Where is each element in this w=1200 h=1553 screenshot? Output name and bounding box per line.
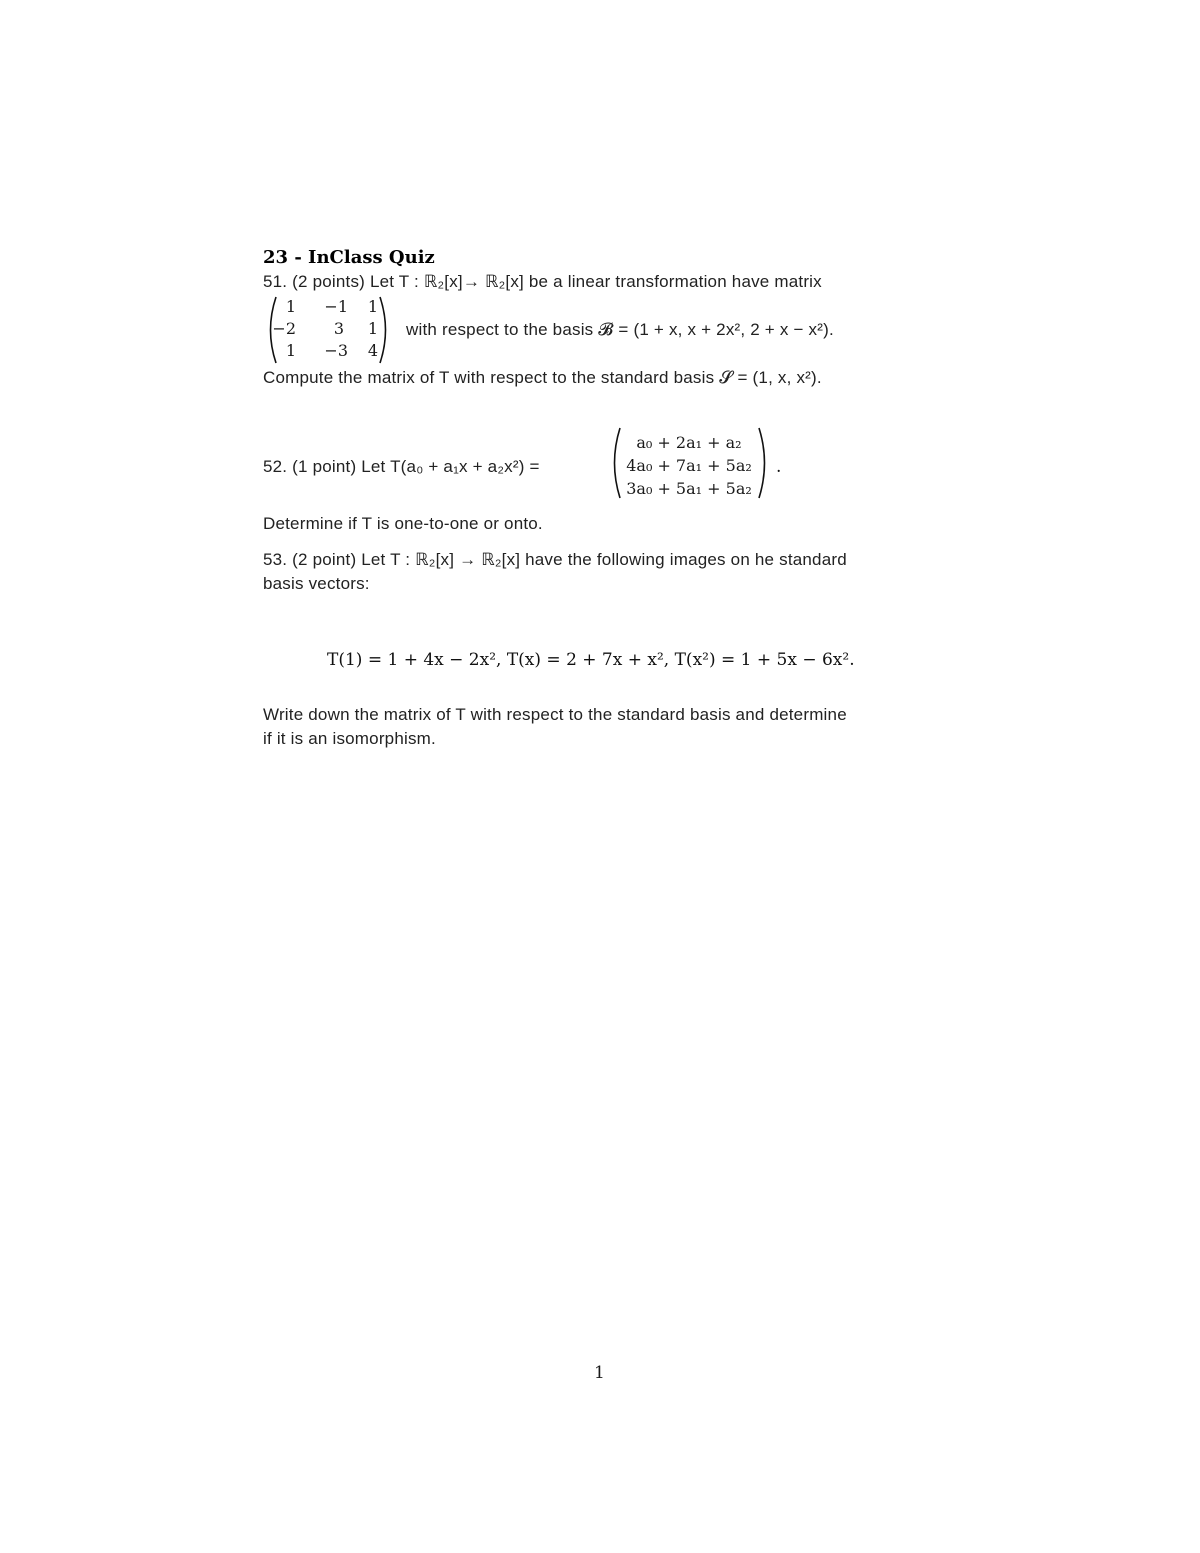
q53-line3: Write down the matrix of T with respect to the standard basis and determine [263, 705, 847, 724]
q52-vector-entry: a₀ + 2a₁ + a₂ [636, 433, 742, 452]
q51-matrix-cell: 1 [367, 297, 378, 316]
q53-line2: basis vectors: [263, 574, 370, 593]
q52-period: . [776, 457, 782, 477]
q52-line2: Determine if T is one-to-one or onto. [263, 514, 543, 533]
q51-matrix-right-paren [378, 296, 392, 364]
q53-equation: T(1) = 1 + 4x − 2x², T(x) = 2 + 7x + x², T(x²) = 1 + 5x − 6x². [327, 650, 855, 670]
q53-line1: 53. (2 point) Let T : ℝ₂[x] → ℝ₂[x] have the following images on he standard [263, 550, 847, 569]
q51-matrix-cell: 4 [367, 341, 378, 360]
q51-matrix-cell: 1 [285, 341, 296, 360]
q52-vector-entry: 4a₀ + 7a₁ + 5a₂ [626, 456, 752, 475]
q52-vector-entry: 3a₀ + 5a₁ + 5a₂ [626, 479, 752, 498]
q51-line1: 51. (2 points) Let T : ℝ₂[x]→ ℝ₂[x] be a linear transformation have matrix [263, 272, 822, 291]
q51-basis-line: with respect to the basis 𝓑 = (1 + x, x + 2x², 2 + x − x²). [406, 320, 834, 339]
q51-matrix-cell: −2 [272, 319, 296, 338]
q51-matrix-cell: 1 [285, 297, 296, 316]
q53-line4: if it is an isomorphism. [263, 729, 436, 748]
q51-matrix-cell: 1 [367, 319, 378, 338]
q52-lead: 52. (1 point) Let T(a₀ + a₁x + a₂x²) = [263, 457, 540, 476]
q51-matrix-cell: −1 [324, 297, 348, 316]
q51-matrix-cell: −3 [324, 341, 348, 360]
q51-matrix-cell: 3 [333, 319, 344, 338]
page-number: 1 [594, 1363, 605, 1383]
quiz-title: 23 - InClass Quiz [263, 247, 435, 268]
q51-line3: Compute the matrix of T with respect to the standard basis 𝓢 = (1, x, x²). [263, 368, 822, 387]
